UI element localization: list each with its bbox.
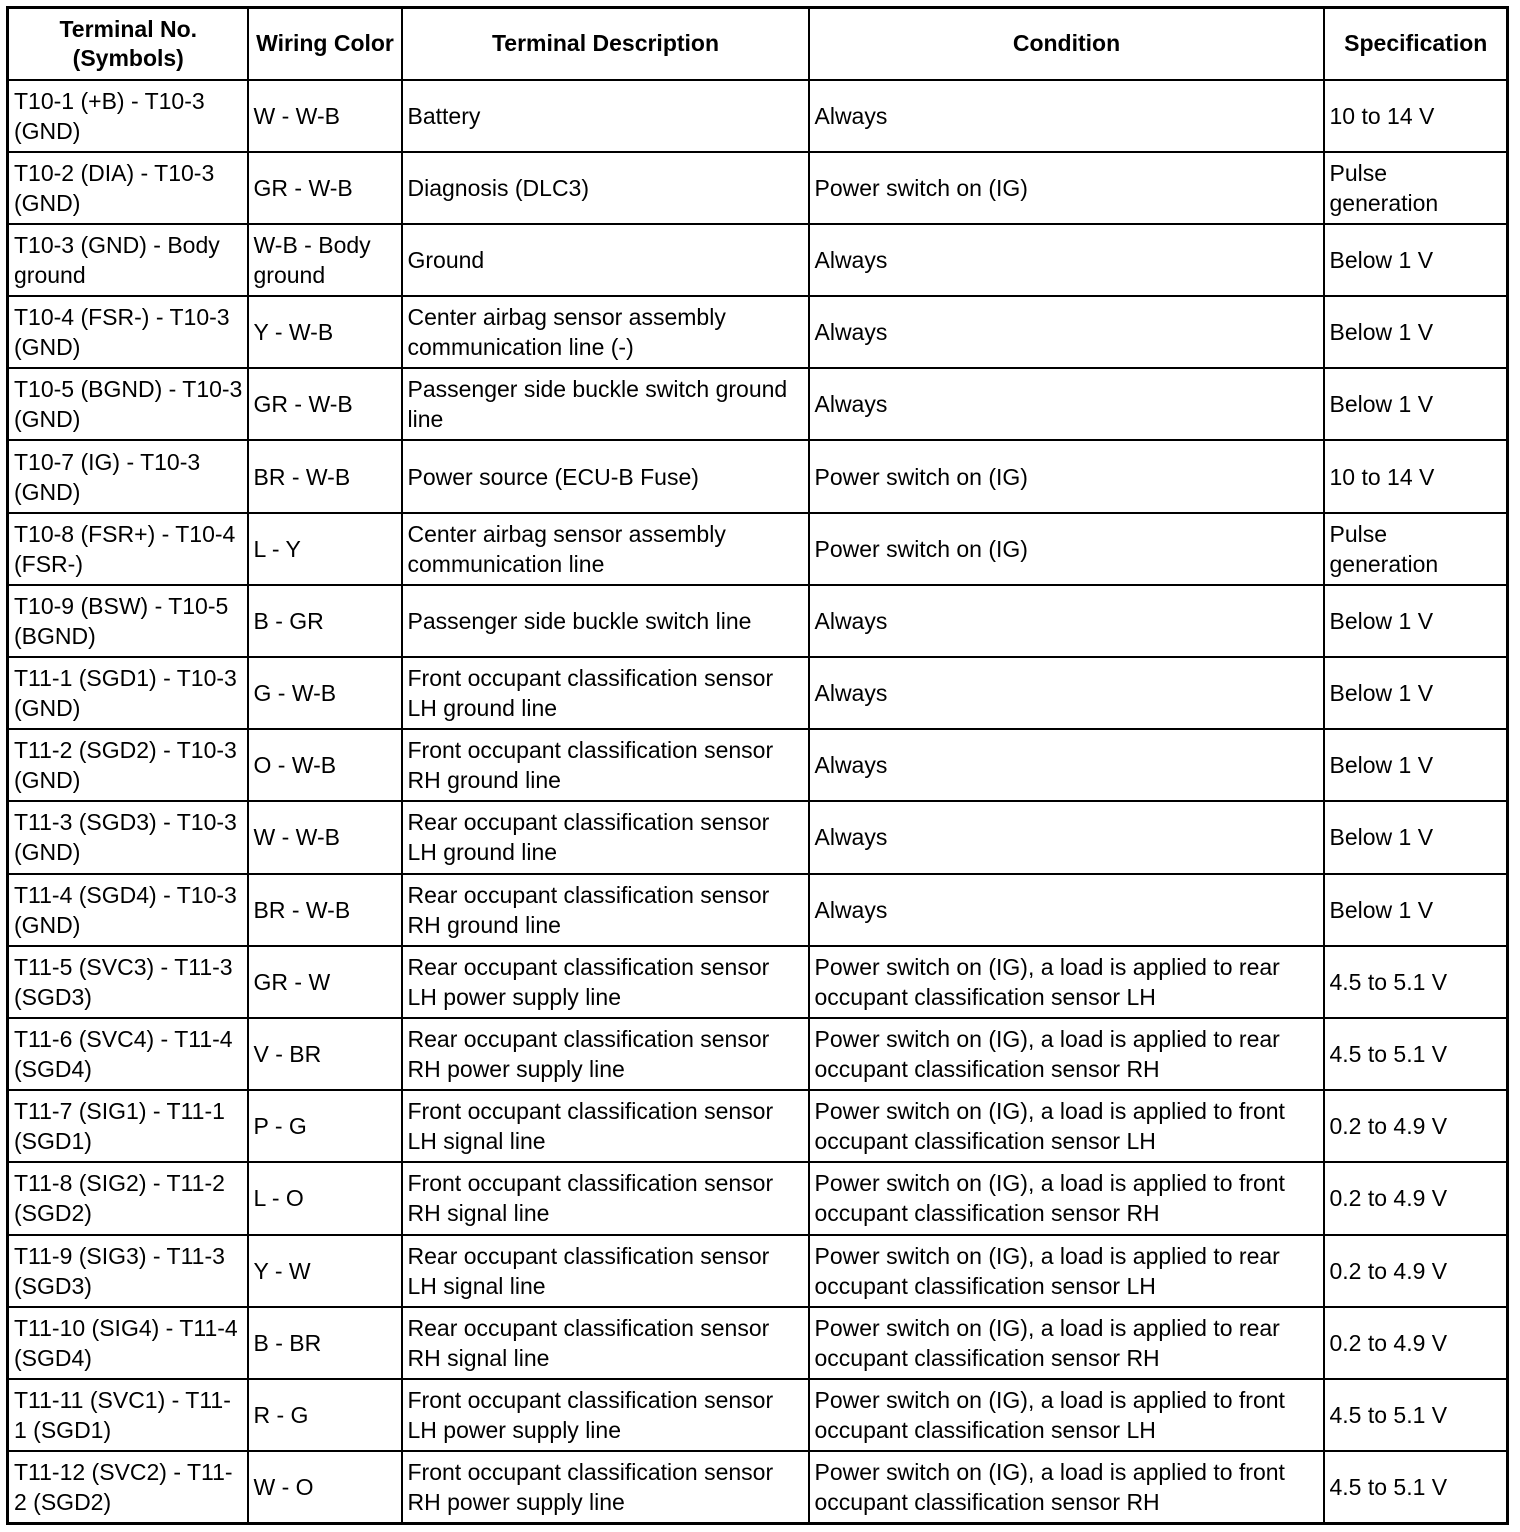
cell-description: Rear occupant classification sensor LH signal line: [402, 1235, 809, 1307]
table-row: [8, 152, 1508, 224]
cell-condition: Power switch on (IG): [809, 513, 1324, 585]
cell-terminal: T10-3 (GND) - Body ground: [8, 224, 248, 296]
cell-terminal: T11-6 (SVC4) - T11-4 (SGD4): [8, 1018, 248, 1090]
cell-terminal: T10-2 (DIA) - T10-3 (GND): [8, 152, 248, 224]
table-row: [8, 1307, 1508, 1379]
cell-condition: Always: [809, 729, 1324, 801]
header-terminal-description: Terminal Description: [402, 8, 809, 80]
cell-description: Front occupant classification sensor LH ground line: [402, 657, 809, 729]
cell-wiring-color: BR - W-B: [248, 874, 402, 946]
cell-wiring-color: W - W-B: [248, 80, 402, 152]
cell-wiring-color: L - O: [248, 1162, 402, 1234]
cell-wiring-color: R - G: [248, 1379, 402, 1451]
table-row: [8, 801, 1508, 873]
cell-wiring-color: V - BR: [248, 1018, 402, 1090]
table-row: [8, 224, 1508, 296]
cell-wiring-color: W-B - Body ground: [248, 224, 402, 296]
cell-specification: 4.5 to 5.1 V: [1324, 946, 1508, 1018]
table-header-row: [8, 8, 1508, 80]
cell-terminal: T11-12 (SVC2) - T11-2 (SGD2): [8, 1451, 248, 1523]
cell-description: Passenger side buckle switch ground line: [402, 368, 809, 440]
cell-description: Rear occupant classification sensor LH ground line: [402, 801, 809, 873]
cell-specification: 10 to 14 V: [1324, 440, 1508, 512]
table-row: [8, 1090, 1508, 1162]
table-row: [8, 296, 1508, 368]
cell-condition: Power switch on (IG), a load is applied to front occupant classification sensor RH: [809, 1162, 1324, 1234]
cell-description: Front occupant classification sensor LH signal line: [402, 1090, 809, 1162]
cell-terminal: T11-10 (SIG4) - T11-4 (SGD4): [8, 1307, 248, 1379]
cell-wiring-color: BR - W-B: [248, 440, 402, 512]
cell-terminal: T11-8 (SIG2) - T11-2 (SGD2): [8, 1162, 248, 1234]
cell-wiring-color: GR - W-B: [248, 368, 402, 440]
cell-terminal: T11-2 (SGD2) - T10-3 (GND): [8, 729, 248, 801]
cell-condition: Always: [809, 874, 1324, 946]
cell-condition: Power switch on (IG), a load is applied to rear occupant classification sensor RH: [809, 1307, 1324, 1379]
cell-wiring-color: L - Y: [248, 513, 402, 585]
cell-description: Rear occupant classification sensor RH ground line: [402, 874, 809, 946]
cell-condition: Power switch on (IG), a load is applied to front occupant classification sensor LH: [809, 1090, 1324, 1162]
header-terminal: Terminal No. (Symbols): [8, 8, 248, 80]
cell-wiring-color: B - GR: [248, 585, 402, 657]
cell-wiring-color: B - BR: [248, 1307, 402, 1379]
cell-description: Passenger side buckle switch line: [402, 585, 809, 657]
table-row: [8, 657, 1508, 729]
cell-condition: Power switch on (IG), a load is applied to front occupant classification sensor RH: [809, 1451, 1324, 1523]
cell-terminal: T11-11 (SVC1) - T11-1 (SGD1): [8, 1379, 248, 1451]
cell-terminal: T10-8 (FSR+) - T10-4 (FSR-): [8, 513, 248, 585]
cell-terminal: T11-3 (SGD3) - T10-3 (GND): [8, 801, 248, 873]
terminal-spec-table: [6, 6, 1509, 1525]
cell-wiring-color: Y - W: [248, 1235, 402, 1307]
table-row: [8, 874, 1508, 946]
table-row: [8, 1162, 1508, 1234]
table-row: [8, 1451, 1508, 1523]
cell-specification: 4.5 to 5.1 V: [1324, 1018, 1508, 1090]
cell-specification: 4.5 to 5.1 V: [1324, 1379, 1508, 1451]
cell-wiring-color: O - W-B: [248, 729, 402, 801]
cell-specification: 0.2 to 4.9 V: [1324, 1235, 1508, 1307]
cell-terminal: T11-4 (SGD4) - T10-3 (GND): [8, 874, 248, 946]
header-specification: Specification: [1324, 8, 1508, 80]
cell-specification: Below 1 V: [1324, 729, 1508, 801]
cell-description: Front occupant classification sensor RH signal line: [402, 1162, 809, 1234]
cell-condition: Always: [809, 224, 1324, 296]
cell-specification: Below 1 V: [1324, 801, 1508, 873]
cell-specification: Below 1 V: [1324, 585, 1508, 657]
table-row: [8, 368, 1508, 440]
table-row: [8, 513, 1508, 585]
cell-description: Rear occupant classification sensor RH signal line: [402, 1307, 809, 1379]
cell-condition: Always: [809, 296, 1324, 368]
table-row: [8, 1379, 1508, 1451]
cell-condition: Always: [809, 801, 1324, 873]
cell-condition: Always: [809, 585, 1324, 657]
table-row: [8, 729, 1508, 801]
cell-condition: Power switch on (IG), a load is applied to front occupant classification sensor LH: [809, 1379, 1324, 1451]
cell-description: Power source (ECU-B Fuse): [402, 440, 809, 512]
cell-description: Front occupant classification sensor LH power supply line: [402, 1379, 809, 1451]
cell-terminal: T11-9 (SIG3) - T11-3 (SGD3): [8, 1235, 248, 1307]
cell-specification: 0.2 to 4.9 V: [1324, 1090, 1508, 1162]
cell-condition: Always: [809, 80, 1324, 152]
header-wiring-color: Wiring Color: [248, 8, 402, 80]
cell-description: Rear occupant classification sensor RH power supply line: [402, 1018, 809, 1090]
cell-terminal: T11-1 (SGD1) - T10-3 (GND): [8, 657, 248, 729]
cell-specification: Pulse generation: [1324, 152, 1508, 224]
cell-specification: 10 to 14 V: [1324, 80, 1508, 152]
cell-specification: 0.2 to 4.9 V: [1324, 1307, 1508, 1379]
cell-wiring-color: P - G: [248, 1090, 402, 1162]
cell-description: Center airbag sensor assembly communication line (-): [402, 296, 809, 368]
cell-wiring-color: W - W-B: [248, 801, 402, 873]
table-row: [8, 440, 1508, 512]
cell-terminal: T10-5 (BGND) - T10-3 (GND): [8, 368, 248, 440]
cell-specification: Below 1 V: [1324, 296, 1508, 368]
cell-condition: Power switch on (IG), a load is applied to rear occupant classification sensor RH: [809, 1018, 1324, 1090]
cell-specification: Pulse generation: [1324, 513, 1508, 585]
cell-terminal: T11-7 (SIG1) - T11-1 (SGD1): [8, 1090, 248, 1162]
cell-specification: 0.2 to 4.9 V: [1324, 1162, 1508, 1234]
cell-wiring-color: G - W-B: [248, 657, 402, 729]
cell-description: Rear occupant classification sensor LH power supply line: [402, 946, 809, 1018]
cell-condition: Always: [809, 657, 1324, 729]
cell-specification: 4.5 to 5.1 V: [1324, 1451, 1508, 1523]
cell-wiring-color: Y - W-B: [248, 296, 402, 368]
cell-wiring-color: GR - W: [248, 946, 402, 1018]
cell-terminal: T10-9 (BSW) - T10-5 (BGND): [8, 585, 248, 657]
cell-terminal: T10-1 (+B) - T10-3 (GND): [8, 80, 248, 152]
cell-condition: Power switch on (IG): [809, 440, 1324, 512]
cell-description: Battery: [402, 80, 809, 152]
table-body: [8, 80, 1508, 1524]
table-row: [8, 946, 1508, 1018]
table-row: [8, 80, 1508, 152]
cell-wiring-color: GR - W-B: [248, 152, 402, 224]
cell-specification: Below 1 V: [1324, 874, 1508, 946]
cell-condition: Power switch on (IG), a load is applied to rear occupant classification sensor LH: [809, 1235, 1324, 1307]
cell-description: Diagnosis (DLC3): [402, 152, 809, 224]
header-condition: Condition: [809, 8, 1324, 80]
cell-wiring-color: W - O: [248, 1451, 402, 1523]
cell-specification: Below 1 V: [1324, 224, 1508, 296]
cell-specification: Below 1 V: [1324, 368, 1508, 440]
cell-terminal: T11-5 (SVC3) - T11-3 (SGD3): [8, 946, 248, 1018]
table-row: [8, 1235, 1508, 1307]
cell-condition: Power switch on (IG), a load is applied to rear occupant classification sensor LH: [809, 946, 1324, 1018]
cell-specification: Below 1 V: [1324, 657, 1508, 729]
table-row: [8, 585, 1508, 657]
cell-terminal: T10-4 (FSR-) - T10-3 (GND): [8, 296, 248, 368]
cell-condition: Always: [809, 368, 1324, 440]
cell-description: Front occupant classification sensor RH ground line: [402, 729, 809, 801]
table-row: [8, 1018, 1508, 1090]
cell-terminal: T10-7 (IG) - T10-3 (GND): [8, 440, 248, 512]
cell-description: Ground: [402, 224, 809, 296]
cell-condition: Power switch on (IG): [809, 152, 1324, 224]
cell-description: Center airbag sensor assembly communication line: [402, 513, 809, 585]
cell-description: Front occupant classification sensor RH power supply line: [402, 1451, 809, 1523]
